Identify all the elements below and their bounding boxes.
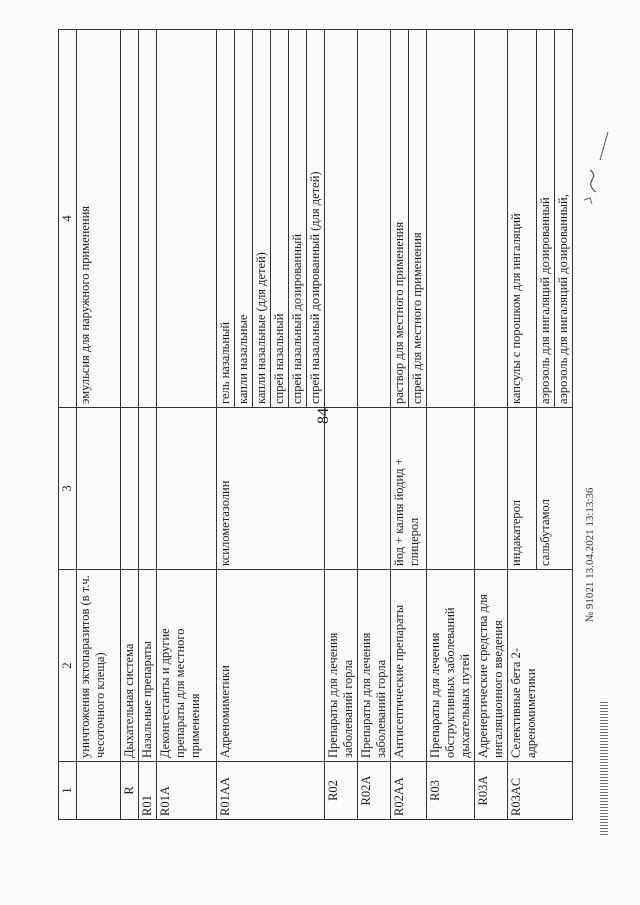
dosage-form: капли назальные: [234, 30, 252, 407]
table-row: [358, 30, 391, 820]
atc-code: R03: [427, 762, 475, 820]
table-row: [157, 30, 217, 820]
dosage-form: раствор для местного применения: [392, 221, 406, 404]
column-header: 3: [59, 408, 77, 570]
table-row: [508, 30, 537, 820]
table-row: [77, 30, 121, 820]
document-footer: № 91021 13.04.2021 13:13:36: [584, 487, 596, 623]
barcode-stamp: [594, 700, 614, 835]
dosage-forms: [391, 30, 427, 408]
dosage-form: эмульсия для наружного применения: [77, 30, 121, 408]
atc-code: [77, 762, 121, 820]
dosage-form: спрей назальный дозированный (для детей): [306, 30, 324, 407]
dosage-form: спрей назальный: [270, 30, 288, 407]
group-name: Адренергические средства для ингаляционного введения: [475, 570, 508, 762]
atc-code: R01: [139, 762, 157, 820]
group-name: Препараты для лечения заболеваний горла: [325, 570, 358, 762]
table-row: [475, 30, 508, 820]
group-name: Антисептические препараты: [391, 570, 427, 762]
dosage-form: [325, 30, 358, 408]
column-header: 1: [59, 762, 77, 820]
group-name: Дыхательная система: [121, 570, 139, 762]
dosage-form: [427, 30, 475, 408]
group-name: Селективные бета 2-адреномиметики: [508, 570, 573, 762]
substance-name: [475, 408, 508, 570]
table-row: [139, 30, 157, 820]
dosage-forms: [217, 30, 325, 408]
atc-code: R02AA: [391, 762, 427, 820]
dosage-form: [475, 30, 508, 408]
dosage-form: аэрозоль для ингаляций дозированный: [538, 197, 552, 404]
table-row: [325, 30, 358, 820]
table-row: [391, 30, 427, 820]
table-row: [121, 30, 139, 820]
dosage-form: капли назальные (для детей): [252, 30, 270, 407]
dosage-form: спрей назальный дозированный: [288, 30, 306, 407]
table-row: [217, 30, 325, 820]
atc-code: R01A: [157, 762, 217, 820]
substance-name: [121, 408, 139, 570]
atc-code: R03A: [475, 762, 508, 820]
substance-name: [157, 408, 217, 570]
group-name: Деконгестанты и другие препараты для местного применения: [157, 570, 217, 762]
substance-name: [358, 408, 391, 570]
group-name: уничтожения эктопаразитов (в т.ч. чесоточного клеща): [77, 570, 121, 762]
dosage-form: [121, 30, 139, 408]
atc-code: R03AC: [508, 762, 573, 820]
group-name: Назальные препараты: [139, 570, 157, 762]
page-number: 84: [315, 408, 332, 424]
substance-name: сальбутамол: [537, 408, 573, 570]
substance-name: ксилометазолин: [217, 408, 325, 570]
group-name: Препараты для лечения заболеваний горла: [358, 570, 391, 762]
header-row: [59, 30, 77, 820]
column-header: 4: [59, 30, 77, 408]
atc-code: R02: [325, 762, 358, 820]
dosage-form: гель назальный: [218, 321, 232, 404]
atc-code: R02A: [358, 762, 391, 820]
barcode-icon: [600, 700, 608, 835]
medicines-table: [58, 29, 573, 820]
table-wrap: [58, 30, 613, 820]
dosage-form: [157, 30, 217, 408]
column-header: 2: [59, 570, 77, 762]
atc-code: R: [121, 762, 139, 820]
group-name: Препараты для лечения обструктивных заболеваний дыхательных путей: [427, 570, 475, 762]
substance-name: [77, 408, 121, 570]
substance-name: индакатерол: [508, 408, 537, 570]
atc-code: R01AA: [217, 762, 325, 820]
dosage-form: спрей для местного применения: [408, 30, 426, 407]
substance-name: йод + калия йодид + глицерол: [391, 408, 427, 570]
dosage-form: аэрозоль для ингаляций дозированный,: [554, 30, 572, 407]
pen-marks: [560, 130, 620, 240]
group-name: Адреномиметики: [217, 570, 325, 762]
dosage-form: [139, 30, 157, 408]
substance-name: [139, 408, 157, 570]
dosage-form: капсулы с порошком для ингаляций: [508, 30, 537, 408]
substance-name: [427, 408, 475, 570]
table-row: [427, 30, 475, 820]
substance-name: [325, 408, 358, 570]
dosage-form: [358, 30, 391, 408]
